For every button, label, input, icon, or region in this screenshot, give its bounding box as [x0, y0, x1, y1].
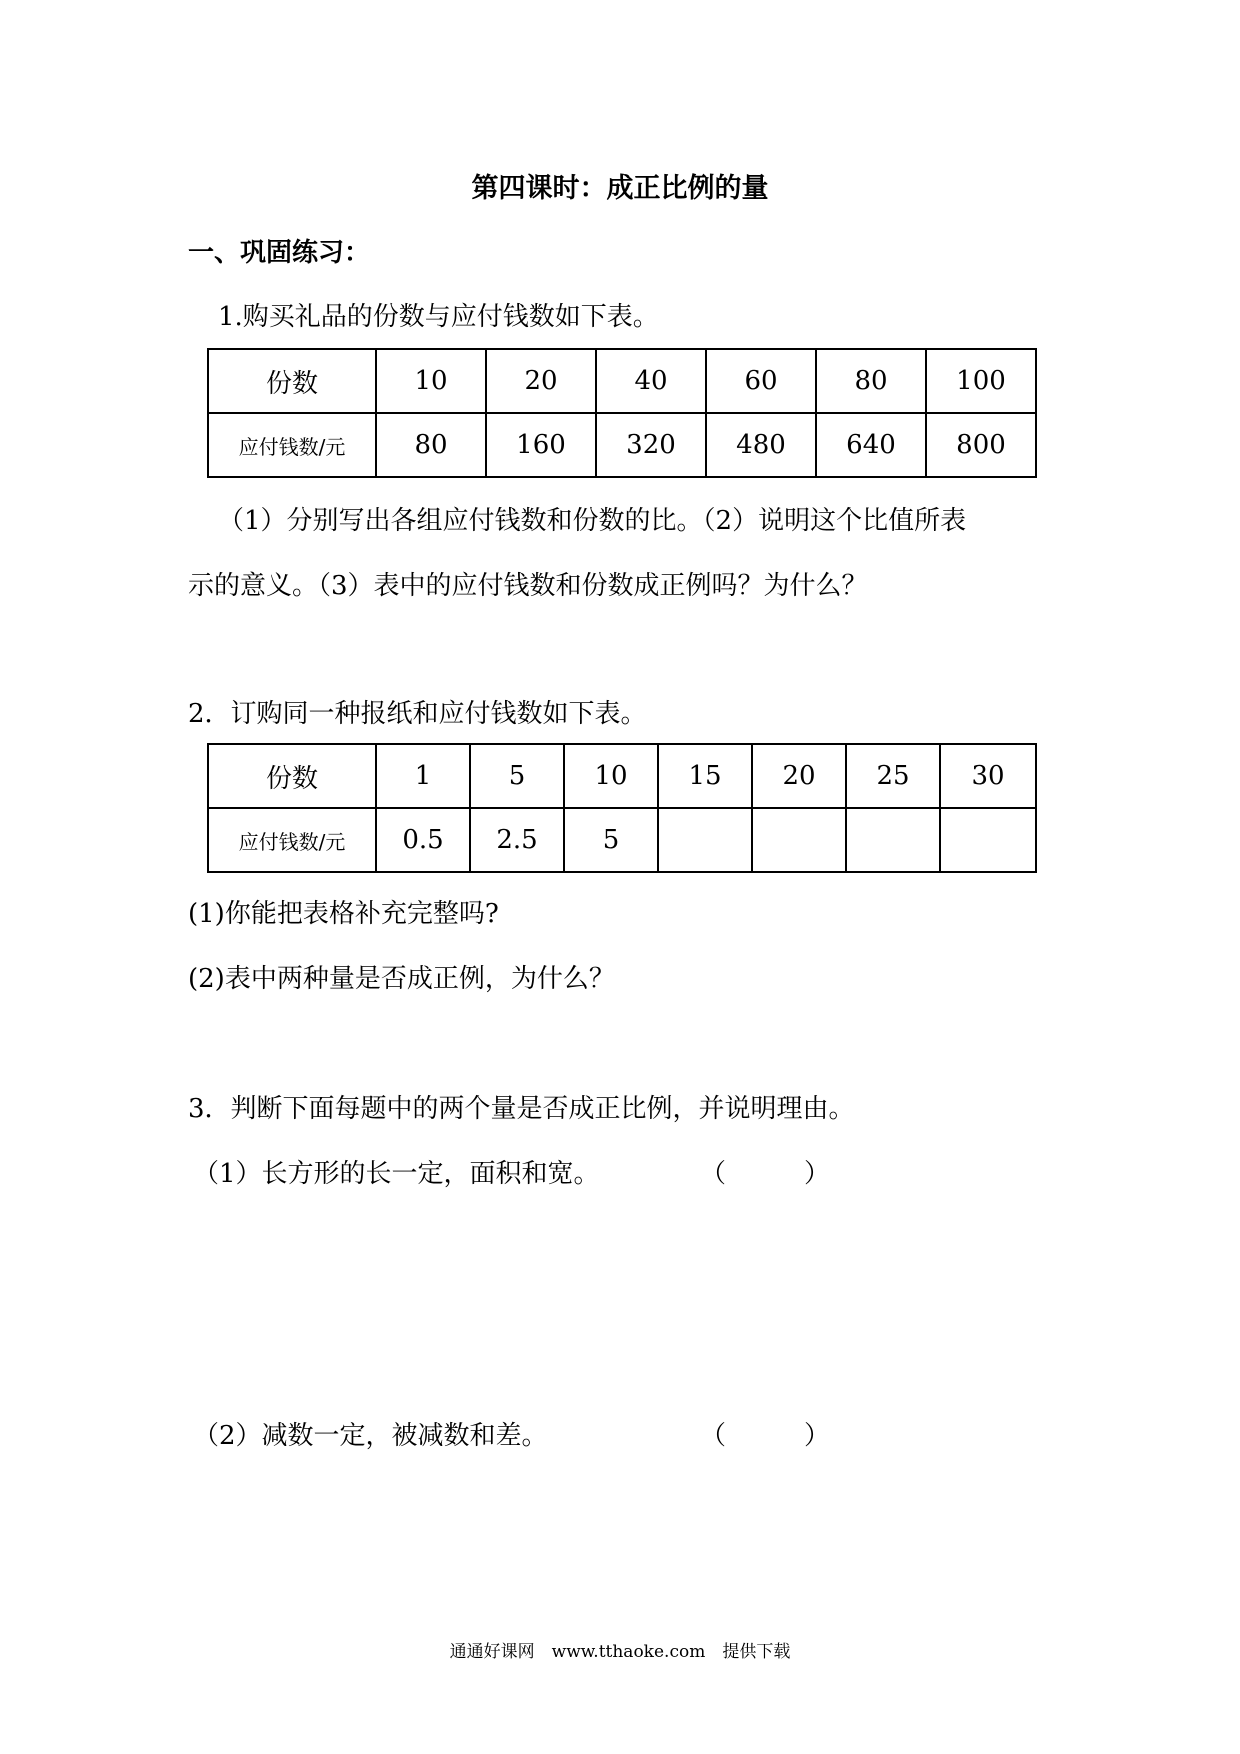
q1-cell: 640 — [816, 413, 926, 477]
q2-cell: 5 — [470, 744, 564, 808]
q2-cell: 0.5 — [376, 808, 470, 872]
q2-cell: 15 — [658, 744, 752, 808]
q2-row1-label: 份数 — [208, 744, 376, 808]
q1-cell: 40 — [596, 349, 706, 413]
q1-cell: 160 — [486, 413, 596, 477]
q1-cell: 60 — [706, 349, 816, 413]
q1-cell: 80 — [376, 413, 486, 477]
q1-cell: 80 — [816, 349, 926, 413]
q2-sub1: (1)你能把表格补充完整吗? — [188, 899, 499, 929]
section-heading: 一、巩固练习： — [188, 238, 371, 268]
q1-sub-line2: 示的意义。（3）表中的应付钱数和份数成正例吗？为什么？ — [188, 571, 868, 601]
q1-table — [207, 348, 1037, 478]
q2-blank-cell — [940, 808, 1036, 872]
q1-cell: 800 — [926, 413, 1036, 477]
q2-row-count — [208, 744, 1036, 808]
q2-sub2: (2)表中两种量是否成正例，为什么？ — [188, 964, 615, 994]
q2-row-cost — [208, 808, 1036, 872]
q3-sub1: （1）长方形的长一定，面积和宽。 — [193, 1159, 600, 1189]
q1-cell: 320 — [596, 413, 706, 477]
q2-stem: 2．订购同一种报纸和应付钱数如下表。 — [188, 699, 647, 729]
page-title: 第四课时：成正比例的量 — [471, 173, 769, 204]
q1-cell: 10 — [376, 349, 486, 413]
q2-cell: 30 — [940, 744, 1036, 808]
q1-stem: 1.购买礼品的份数与应付钱数如下表。 — [218, 302, 659, 332]
q1-row-count — [208, 349, 1036, 413]
q2-cell: 5 — [564, 808, 658, 872]
q2-table — [207, 743, 1037, 873]
q2-cell: 1 — [376, 744, 470, 808]
footer-credit: 通通好课网 www.tthaoke.com 提供下载 — [449, 1642, 791, 1662]
q3-sub2-answer-blank: （ ） — [700, 1421, 831, 1451]
q2-blank-cell — [752, 808, 846, 872]
q1-cell: 100 — [926, 349, 1036, 413]
q1-row-cost — [208, 413, 1036, 477]
q2-cell: 10 — [564, 744, 658, 808]
q1-row2-label: 应付钱数/元 — [208, 413, 376, 477]
q1-sub-line1: （1）分别写出各组应付钱数和份数的比。（2）说明这个比值所表 — [218, 506, 967, 536]
q2-cell: 25 — [846, 744, 940, 808]
q1-row1-label: 份数 — [208, 349, 376, 413]
q1-cell: 20 — [486, 349, 596, 413]
q2-blank-cell — [658, 808, 752, 872]
q1-cell: 480 — [706, 413, 816, 477]
q2-cell: 2.5 — [470, 808, 564, 872]
q3-sub1-answer-blank: （ ） — [700, 1159, 831, 1189]
q2-blank-cell — [846, 808, 940, 872]
q2-row2-label: 应付钱数/元 — [208, 808, 376, 872]
q3-stem: 3．判断下面每题中的两个量是否成正比例，并说明理由。 — [188, 1094, 855, 1124]
q3-sub2: （2）减数一定，被减数和差。 — [193, 1421, 548, 1451]
q2-cell: 20 — [752, 744, 846, 808]
